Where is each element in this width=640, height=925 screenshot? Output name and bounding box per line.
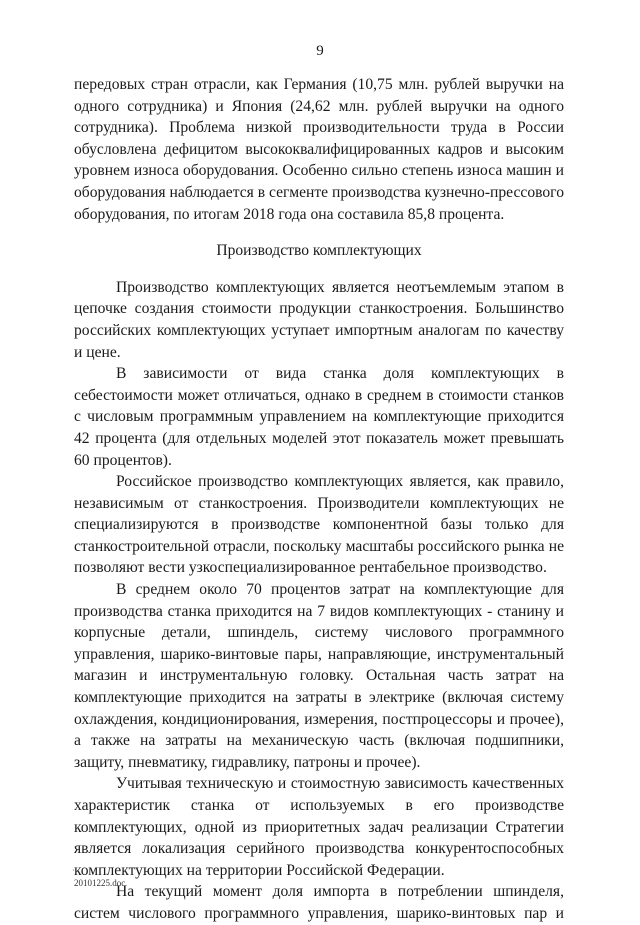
paragraph: В зависимости от вида станка доля комплектующих в себестоимости может отличаться, однако в среднем в стоимости станков с числовым программным управлением на комплектующие приходится 42 процента (для отдельных моделей этот показатель может превышать 60 процентов).: [74, 365, 564, 469]
document-body: [74, 74, 564, 925]
footer-mark: ·: [72, 866, 75, 875]
page-number: 9: [316, 43, 324, 59]
paragraph: В среднем около 70 процентов затрат на комплектующие для производства станка приходится на 7 видов комплектующих - станину и корпусные детали, шпиндель, систему числового программного управления, шарико-винтовые пары, направляющие, инструментальный магазин и инструментальную головку. Остальная часть затрат на комплектующие приходится на затраты в электрике (включая систему охлаждения, кондиционирования, измерения, постпроцессоры и прочее), а также на затраты на механическую часть (включая подшипники, защиту, пневматику, гидравлику, патроны и прочее).: [74, 581, 564, 771]
footer-file-code: 20101225.doc: [74, 878, 126, 888]
paragraph: Производство комплектующих является неотъемлемым этапом в цепочке создания стоимости продукции станкостроения. Большинство российских комплектующих уступает импортным аналогам по качеству и цене.: [74, 278, 564, 361]
paragraph-last: На текущий момент доля импорта в потреблении шпинделя, систем числового программного управления, шарико-винтовых пар и: [74, 883, 564, 922]
section-heading: Производство комплектующих: [216, 242, 422, 260]
paragraph: Российское производство комплектующих является, как правило, независимым от станкостроения. Производители комплектующих не специализируются в производстве компонентной базы только для станкостроительной отрасли, поскольку масштабы российского рынка не позволяют вести узкоспециализированное рентабельное производство.: [74, 473, 564, 577]
paragraph-continued: передовых стран отрасли, как Германия (10,75 млн. рублей выручки на одного сотрудника) и Япония (24,62 млн. рублей выручки на одного сотрудника). Проблема низкой производительности труда в России обусловлена дефицитом высококвалифицированных кадров и высоким уровнем износа оборудования. Особенно сильно степень износа машин и оборудования наблюдается в сегменте производства кузнечно-прессового оборудования, по итогам 2018 года она составила 85,8 процента.: [74, 76, 564, 223]
paragraph: Учитывая техническую и стоимостную зависимость качественных характеристик станка от используемых в его производстве комплектующих, одной из приоритетных задач реализации Стратегии является локализация серийного производства конкурентоспособных комплектующих на территории Российской Федерации.: [74, 775, 564, 879]
